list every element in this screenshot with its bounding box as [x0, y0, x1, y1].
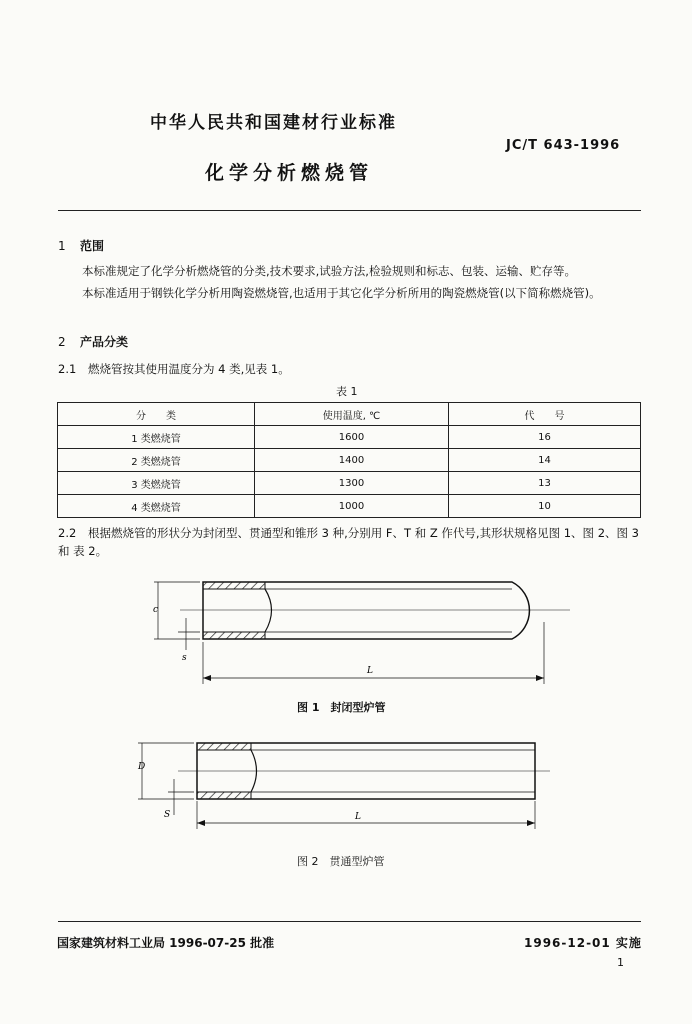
figure-1-drawing [140, 572, 580, 692]
implementation-date: 1996-12-01 实施 [524, 936, 642, 950]
standard-title: 中华人民共和国建材行业标准 [150, 113, 397, 133]
column-header: 使用温度, ℃ [255, 403, 449, 426]
clause-number: 2.1 [58, 362, 77, 376]
section-number: 2 [58, 335, 66, 349]
table-row [58, 495, 641, 518]
table-row [58, 472, 641, 495]
table-cell: 1600 [255, 426, 449, 449]
table-cell: 1400 [255, 449, 449, 472]
figure-2-drawing [130, 733, 560, 833]
table-cell: 16 [449, 426, 641, 449]
clause-number: 2.2 [58, 526, 77, 540]
table-row [58, 426, 641, 449]
page-number: 1 [617, 956, 624, 969]
section-title: 范围 [80, 239, 105, 253]
section-2-heading [58, 333, 128, 350]
table-cell: 1300 [255, 472, 449, 495]
clause-text: 根据燃烧管的形状分为封闭型、贯通型和锥形 3 种,分别用 F、T 和 Z 作代号,其形状规格见图 1、图 2、图 3 和 表 2。 [58, 526, 639, 558]
table-row [58, 449, 641, 472]
standard-code: JC/T 643-1996 [506, 138, 621, 153]
figure-2-caption: 图 2 贯通型炉管 [297, 855, 385, 868]
footer-rule [58, 921, 641, 922]
table-1 [57, 402, 641, 518]
table-caption: 表 1 [336, 385, 358, 398]
dim-label-L: L [355, 812, 361, 822]
section-title: 产品分类 [80, 335, 129, 349]
dim-label-L: L [367, 666, 373, 676]
document-title: 化学分析燃烧管 [205, 162, 374, 184]
table-cell: 4 类燃烧管 [58, 495, 255, 518]
clause-2-1 [58, 360, 290, 378]
approval-line: 国家建筑材料工业局 1996-07-25 批准 [57, 936, 275, 950]
dim-label-s: S [164, 810, 171, 820]
figure-1-caption: 图 1 封闭型炉管 [297, 701, 386, 714]
paragraph: 本标准规定了化学分析燃烧管的分类,技术要求,试验方法,检验规则和标志、包装、运输、贮存等。 [82, 264, 576, 278]
section-1-heading [58, 237, 104, 254]
clause-text: 燃烧管按其使用温度分为 4 类,见表 1。 [88, 362, 290, 376]
column-header: 代 号 [449, 403, 641, 426]
header-rule [58, 210, 641, 211]
table-cell: 13 [449, 472, 641, 495]
dim-label-s: s [182, 653, 187, 663]
dim-label-c: c [153, 605, 159, 615]
table-cell: 1 类燃烧管 [58, 426, 255, 449]
paragraph: 本标准适用于钢铁化学分析用陶瓷燃烧管,也适用于其它化学分析所用的陶瓷燃烧管(以下简称燃烧管)。 [82, 286, 601, 300]
table-cell: 1000 [255, 495, 449, 518]
table-cell: 14 [449, 449, 641, 472]
section-number: 1 [58, 239, 66, 253]
table-header-row [58, 403, 641, 426]
dim-label-D: D [138, 762, 146, 772]
table-cell: 2 类燃烧管 [58, 449, 255, 472]
column-header: 分 类 [58, 403, 255, 426]
tube-outline [203, 582, 529, 639]
table-cell: 10 [449, 495, 641, 518]
clause-2-2 [58, 524, 642, 560]
table-cell: 3 类燃烧管 [58, 472, 255, 495]
